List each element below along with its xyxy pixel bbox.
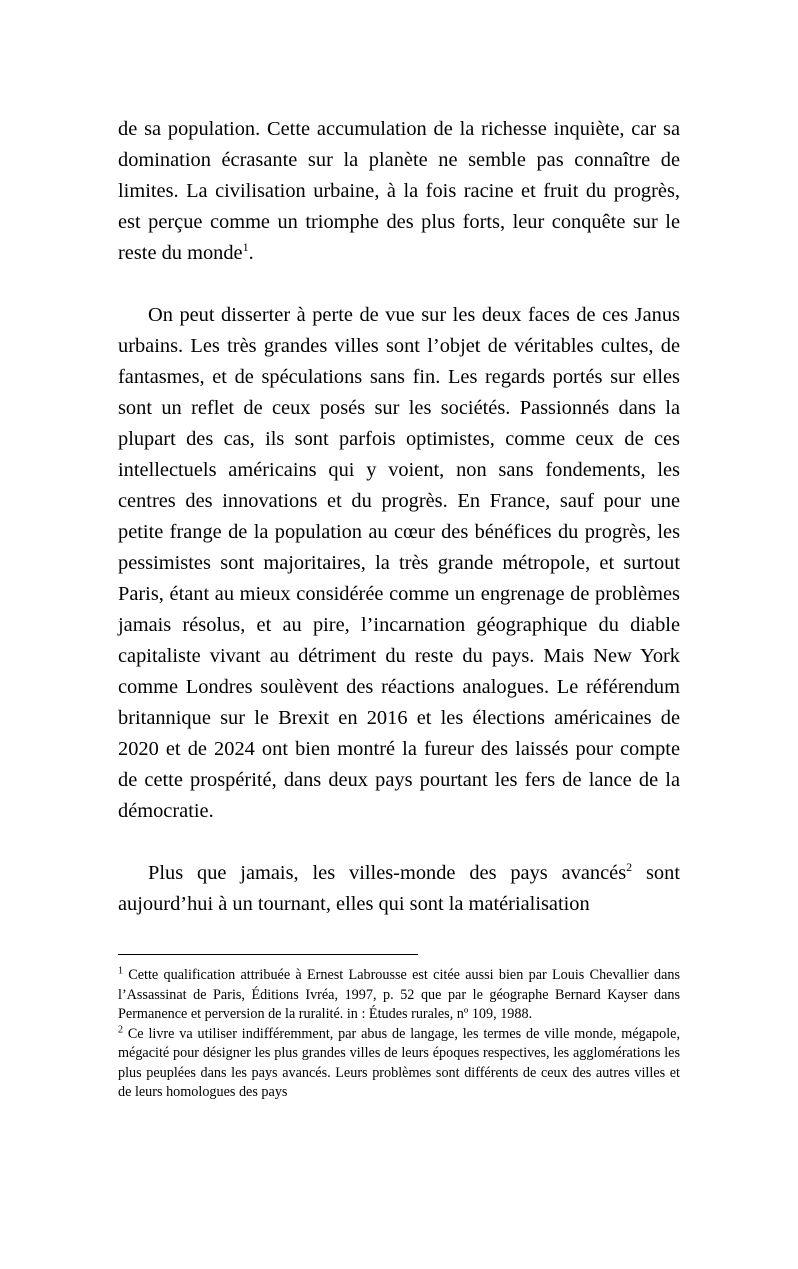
footnote-2 bbox=[118, 1025, 680, 1103]
footnote-1 bbox=[118, 966, 680, 1025]
footnote-separator bbox=[118, 954, 418, 955]
footnote-2-text: Ce livre va utiliser indifféremment, par abus de langage, les termes de ville monde, mégapole, mégacité pour désigner les plus grandes villes de leurs époques respectives, les agglomérations les plus peuplées dans les pays avancés. Leurs problèmes sont différents de ceux des autres villes et de leurs homologues des pays bbox=[118, 1025, 680, 1100]
footnote-ref-2[interactable]: 2 bbox=[626, 860, 633, 875]
paragraph-1-end: . bbox=[248, 242, 254, 264]
paragraph-3 bbox=[118, 858, 680, 920]
paragraph-3-start: Plus que jamais, les villes-monde des pays avancés bbox=[148, 862, 627, 884]
paragraph-3-end: sont aujourd’hui à un tournant, elles qui sont la matérialisation bbox=[118, 862, 680, 915]
paragraph-2: On peut disserter à perte de vue sur les deux faces de ces Janus urbains. Les très grandes villes sont l’objet de véritables cultes, de fantasmes, et de spéculations sans fin. Les regards portés sur elles sont un reflet de ceux posés sur les sociétés. Passionnés dans la plupart des cas, ils sont parfois optimistes, comme ceux de ces intellectuels américains qui y voient, non sans fondements, les centres des innovations et du progrès. En France, sauf pour une petite frange de la population au cœur des bénéfices du progrès, les pessimistes sont majoritaires, la très grande métropole, et surtout Paris, étant au mieux considérée comme un engrenage de problèmes jamais résolus, et au pire, l’incarnation géographique du diable capitaliste vivant au détriment du reste du pays. Mais New York comme Londres soulèvent des réactions analogues. Le référendum britannique sur le Brexit en 2016 et les élections américaines de 2020 et de 2024 ont bien montré la fureur des laissés pour compte de cette prospérité, dans deux pays pourtant les fers de lance de la démocratie. bbox=[118, 304, 680, 822]
footnote-1-number: 1 bbox=[118, 965, 123, 977]
footnote-ref-1[interactable]: 1 bbox=[242, 240, 249, 255]
footnote-2-number: 2 bbox=[118, 1023, 123, 1035]
footnote-1-text: Cette qualification attribuée à Ernest Labrousse est citée aussi bien par Louis Chevallier dans l’Assassinat de Paris, Éditions Ivréa, 1997, p. 52 que par le géographe Bernard Kayser dans Permanence et perversion de la ruralité. in : Études rurales, nº 109, 1988. bbox=[118, 967, 680, 1022]
page-body bbox=[118, 114, 680, 920]
footnotes bbox=[118, 966, 680, 1103]
paragraph-1-text: de sa population. Cette accumulation de la richesse inquiète, car sa domination écrasante sur la planète ne semble pas connaître de limites. La civilisation urbaine, à la fois racine et fruit du progrès, est perçue comme un triomphe des plus forts, leur conquête sur le reste du monde bbox=[118, 118, 680, 264]
paragraph-1 bbox=[118, 114, 680, 269]
